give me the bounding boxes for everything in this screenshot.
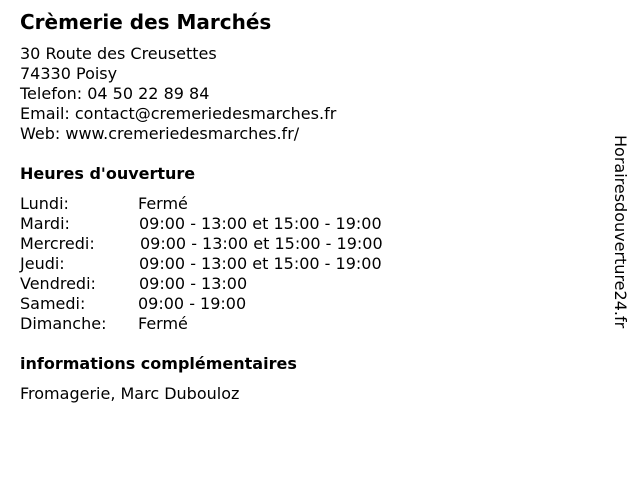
city-postcode: 74330 Poisy — [20, 64, 118, 83]
time-value: 09:00 - 13:00 — [139, 274, 248, 293]
day-label: Samedi: — [20, 294, 86, 313]
day-label: Lundi: — [20, 194, 69, 213]
time-value: Fermé — [138, 194, 188, 213]
hours-row-saturday — [20, 294, 247, 314]
additional-info-heading: informations complémentaires — [20, 354, 297, 373]
opening-hours-heading: Heures d'ouverture — [20, 164, 196, 183]
opening-hours-table — [20, 194, 383, 334]
email-address: Email: contact@cremeriedesmarches.fr — [20, 104, 337, 123]
hours-row-monday — [20, 194, 188, 214]
hours-row-sunday — [20, 314, 188, 334]
hours-row-friday — [20, 274, 248, 294]
time-value: 09:00 - 13:00 et 15:00 - 19:00 — [140, 234, 383, 253]
day-label: Vendredi: — [20, 274, 96, 293]
time-value: 09:00 - 13:00 et 15:00 - 19:00 — [139, 214, 382, 233]
business-name: Crèmerie des Marchés — [20, 10, 272, 34]
hours-row-wednesday — [20, 234, 383, 254]
website-address: Web: www.cremeriedesmarches.fr/ — [20, 124, 300, 143]
time-value: 09:00 - 19:00 — [138, 294, 247, 313]
phone-number: Telefon: 04 50 22 89 84 — [20, 84, 210, 103]
contact-block — [20, 44, 336, 144]
site-watermark: Horairesdouverture24.fr — [611, 135, 630, 329]
hours-row-tuesday — [20, 214, 382, 234]
day-label: Jeudi: — [20, 254, 65, 273]
time-value: Fermé — [138, 314, 188, 333]
hours-row-thursday — [20, 254, 382, 274]
day-label: Mardi: — [20, 214, 70, 233]
additional-info-text: Fromagerie, Marc Dubouloz — [20, 384, 240, 403]
day-label: Dimanche: — [20, 314, 107, 333]
time-value: 09:00 - 13:00 et 15:00 - 19:00 — [139, 254, 382, 273]
day-label: Mercredi: — [20, 234, 95, 253]
street-address: 30 Route des Creusettes — [20, 44, 217, 63]
